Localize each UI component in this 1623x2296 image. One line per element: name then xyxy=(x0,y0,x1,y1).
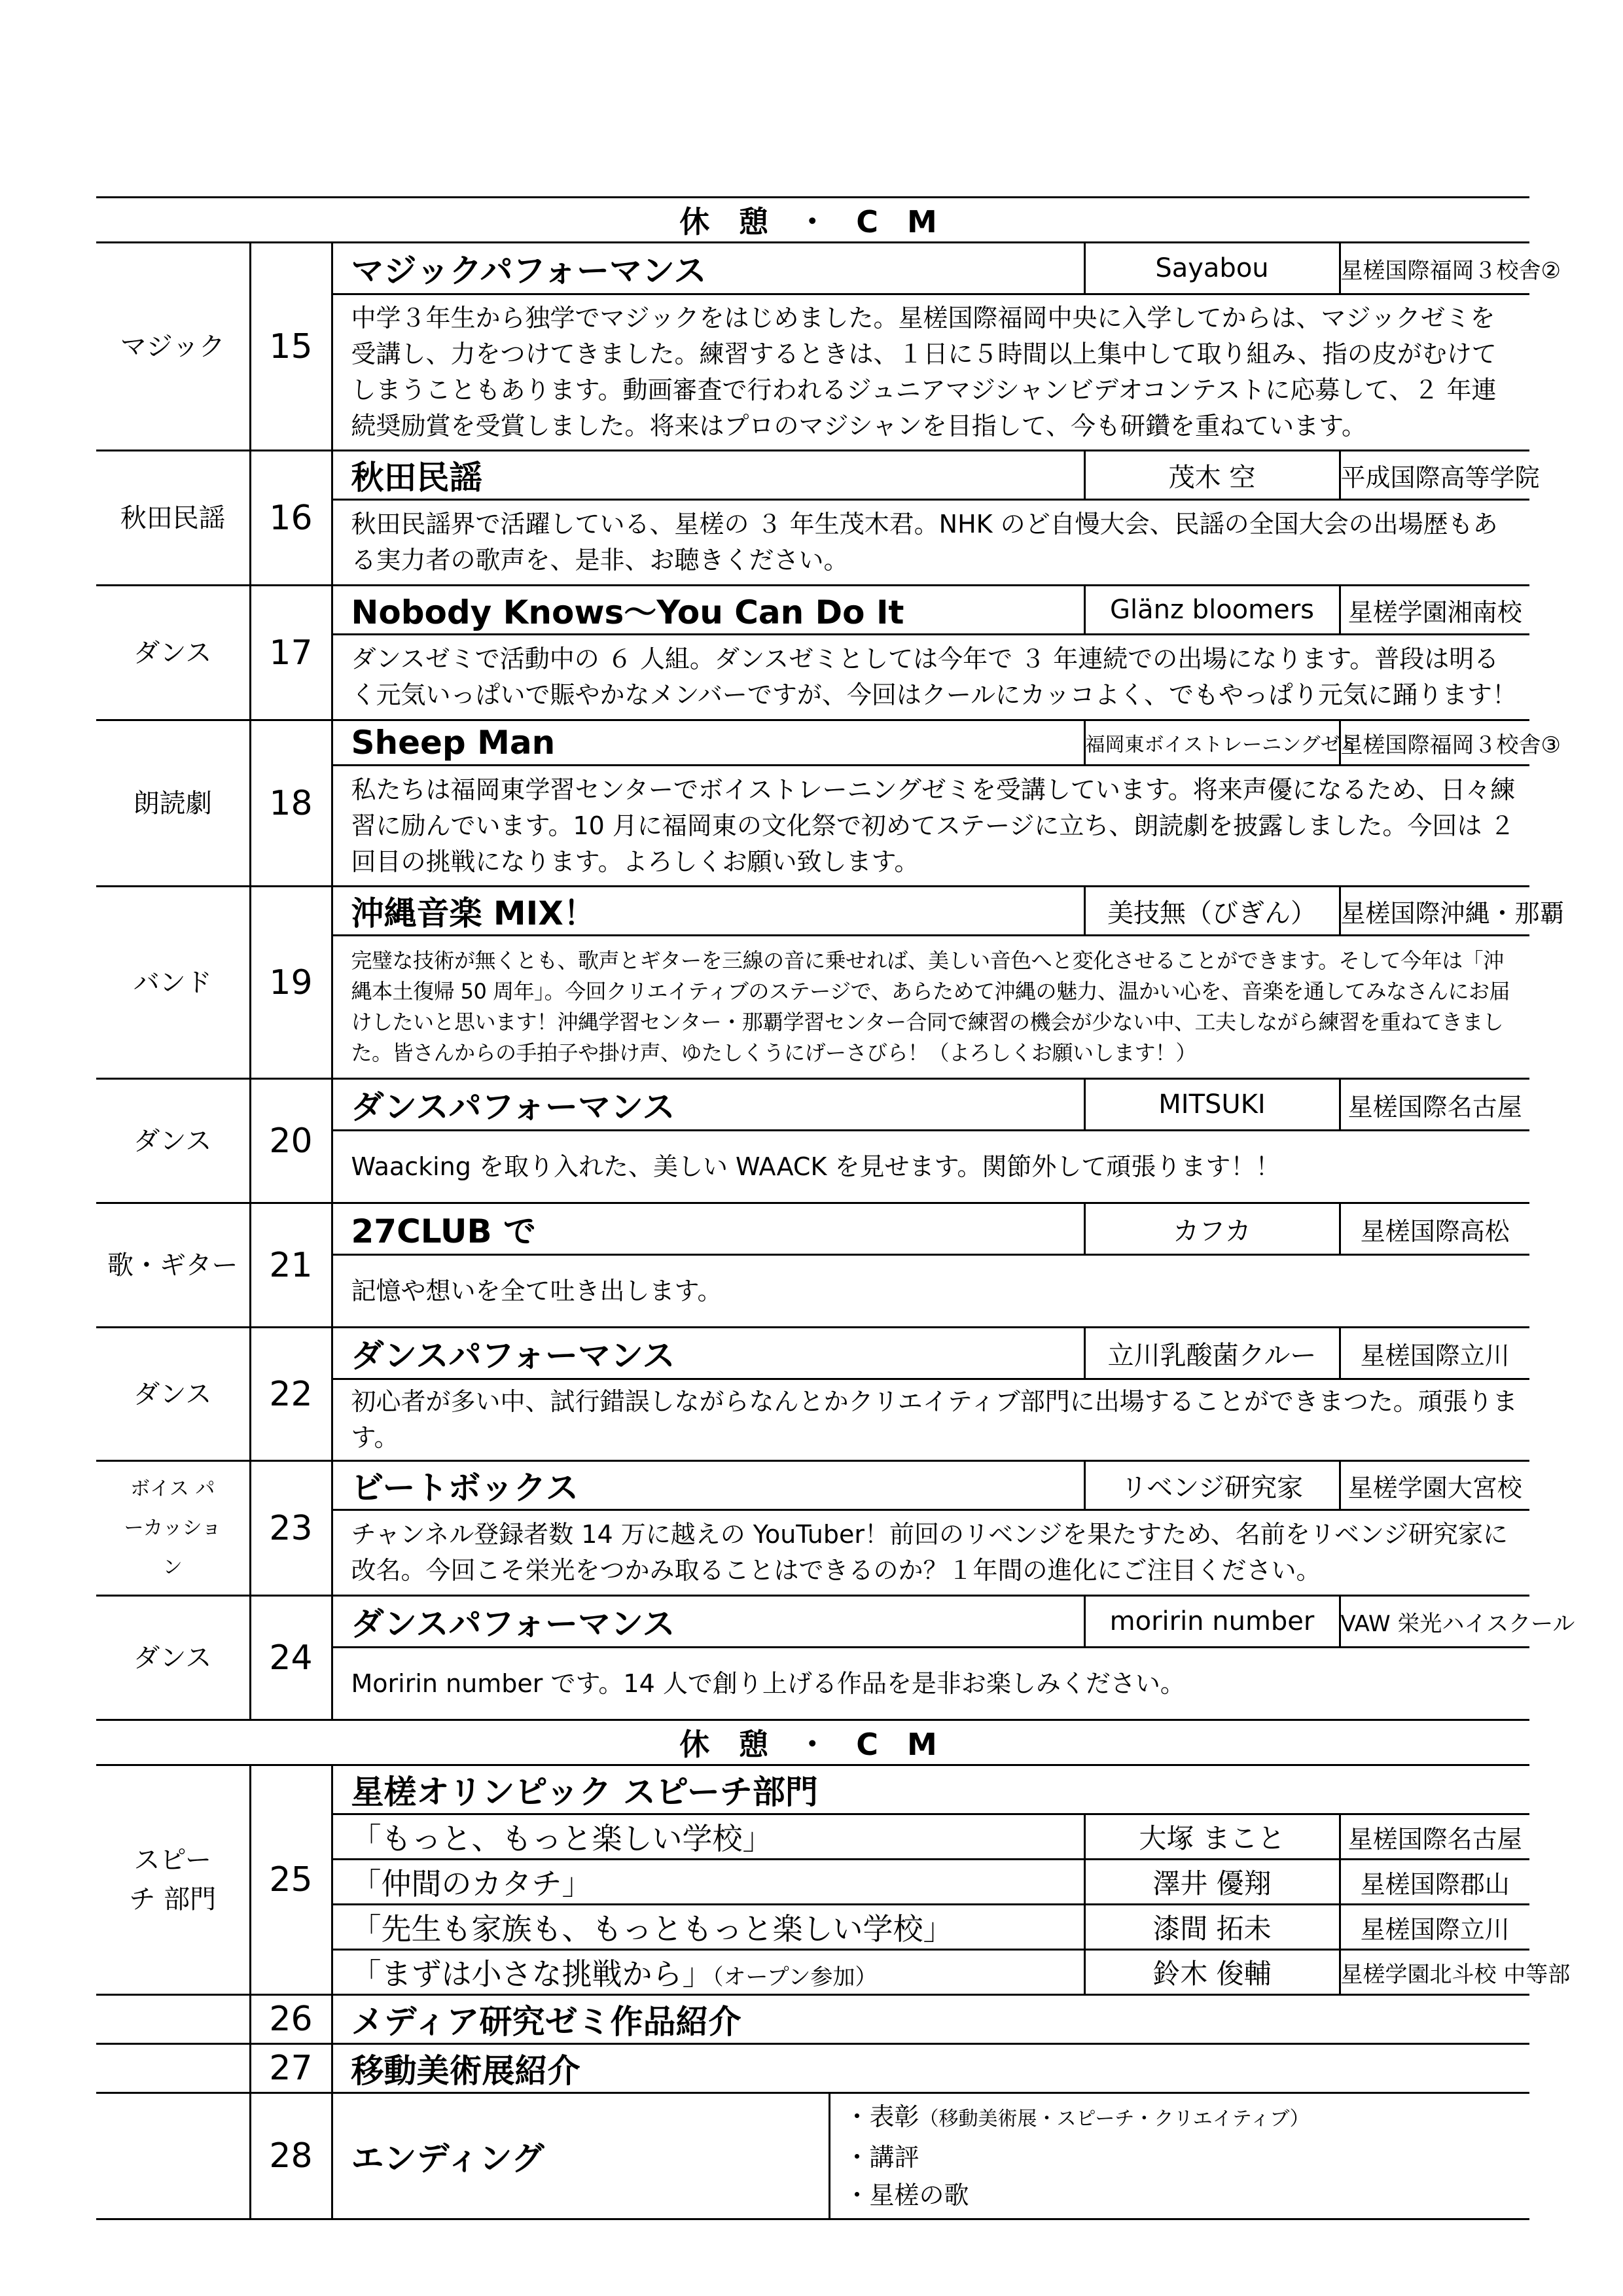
performer-name: リベンジ研究家 xyxy=(1084,1461,1340,1510)
performer-name: Glänz bloomers xyxy=(1084,586,1340,635)
category-label: ダンス xyxy=(96,586,250,720)
program-row-23 xyxy=(96,1461,1529,1510)
speaker-name: 大塚 まこと xyxy=(1084,1814,1340,1860)
program-row-17 xyxy=(96,586,1529,635)
speech-title xyxy=(332,1860,1084,1905)
speaker-name: 澤井 優翔 xyxy=(1084,1860,1340,1905)
category-label xyxy=(96,2044,250,2093)
program-row-16 xyxy=(96,451,1529,500)
act-title: Sheep Man xyxy=(332,720,1084,766)
performer-name: カフカ xyxy=(1084,1203,1340,1255)
intermission-label: 休 憩 ・ C M xyxy=(96,198,1529,243)
act-title: 秋田民謡 xyxy=(332,451,1084,500)
ending-items xyxy=(829,2093,1529,2219)
school-name: 星槎国際立川 xyxy=(1340,1905,1529,1950)
ending-item: ・講評 xyxy=(844,2143,919,2172)
act-title: マジックパフォーマンス xyxy=(332,243,1084,294)
category-label xyxy=(96,2093,250,2219)
speaker-name: 漆間 拓未 xyxy=(1084,1905,1340,1950)
act-description: 初心者が多い中、試行錯誤しながらなんとかクリエイティブ部門に出場することができまつた。頑張ります。 xyxy=(332,1379,1529,1461)
act-title: 沖縄音楽 MIX！ xyxy=(332,887,1084,936)
ending-item: ・星槎の歌 xyxy=(844,2181,969,2210)
program-number: 18 xyxy=(250,720,332,887)
intermission-label: 休 憩 ・ C M xyxy=(96,1720,1529,1765)
program-number: 16 xyxy=(250,451,332,586)
act-title: 27CLUB で xyxy=(332,1203,1084,1255)
act-title: ダンスパフォーマンス xyxy=(332,1596,1084,1648)
act-description: 記憶や想いを全て吐き出します。 xyxy=(332,1255,1529,1328)
speech-title xyxy=(332,1905,1084,1950)
category-label xyxy=(96,1995,250,2044)
program-number: 19 xyxy=(250,887,332,1079)
program-number: 17 xyxy=(250,586,332,720)
program-number: 22 xyxy=(250,1328,332,1461)
program-number: 24 xyxy=(250,1596,332,1720)
act-description: ダンスゼミで活動中の ６ 人組。ダンスゼミとしては今年で ３ 年連続での出場になります。普段は明るく元気いっぱいで賑やかなメンバーですが、今回はクールにカッコよく、でもやっぱり元気に踊ります！ xyxy=(332,635,1529,720)
performer-name: 福岡東ボイストレーニングゼミ xyxy=(1084,720,1340,766)
program-sheet xyxy=(96,196,1575,2220)
act-description: チャンネル登録者数 14 万に越えの YouTuber！前回のリベンジを果たすため、名前をリベンジ研究家に改名。今回こそ栄光をつかみ取ることはできるのか？１年間の進化にご注目ください。 xyxy=(332,1510,1529,1596)
school-name: VAW 栄光ハイスクール xyxy=(1340,1596,1529,1648)
school-name: 星槎学園北斗校 中等部 xyxy=(1340,1950,1529,1995)
speech-title xyxy=(332,1814,1084,1860)
program-row-18 xyxy=(96,720,1529,766)
speech-title-text: 「先生も家族も、もっともっと楽しい学校」 xyxy=(351,1911,954,1947)
program-number: 28 xyxy=(250,2093,332,2219)
performer-name: 茂木 空 xyxy=(1084,451,1340,500)
school-name: 星槎国際福岡３校舎② xyxy=(1340,243,1529,294)
performer-name: moririn number xyxy=(1084,1596,1340,1648)
speech-category-text: スピーチ 部門 xyxy=(129,1845,217,1915)
intermission-row xyxy=(96,198,1529,243)
school-name: 星槎国際福岡３校舎③ xyxy=(1340,720,1529,766)
school-name: 平成国際高等学院 xyxy=(1340,451,1529,500)
school-name: 星槎学園大宮校 xyxy=(1340,1461,1529,1510)
school-name: 星槎国際立川 xyxy=(1340,1328,1529,1379)
act-title: 移動美術展紹介 xyxy=(332,2044,1529,2093)
act-title: ダンスパフォーマンス xyxy=(332,1328,1084,1379)
performer-name: Sayabou xyxy=(1084,243,1340,294)
speech-title-text: 「まずは小さな挑戦から」 xyxy=(351,1956,713,1992)
program-number: 25 xyxy=(250,1765,332,1995)
act-title: メディア研究ゼミ作品紹介 xyxy=(332,1995,1529,2044)
speech-title-text: 「もっと、もっと楽しい学校」 xyxy=(351,1821,773,1856)
speaker-name: 鈴木 俊輔 xyxy=(1084,1950,1340,1995)
speech-title xyxy=(332,1950,1084,1995)
speech-header: 星槎オリンピック スピーチ部門 xyxy=(332,1765,1529,1814)
category-label: ダンス xyxy=(96,1596,250,1720)
program-row-22 xyxy=(96,1328,1529,1379)
category-label: 朗読劇 xyxy=(96,720,250,887)
act-description: 完璧な技術が無くとも、歌声とギターを三線の音に乗せれば、美しい音色へと変化させることができます。そして今年は「沖縄本土復帰 50 周年」。今回クリエイティブのステージで、あらためて沖縄の魅力、温かい心を、音楽を通してみなさんにお届けしたいと思います！沖縄学習センター・那覇学習センター合同で練習の機会が少ない中、工夫しながら練習を重ねてきました。皆さんからの手拍子や掛け声、ゆたしくうにげーさびら！（よろしくお願いします！） xyxy=(332,936,1529,1079)
intermission-row xyxy=(96,1720,1529,1765)
school-name: 星槎国際名古屋 xyxy=(1340,1814,1529,1860)
program-row-28 xyxy=(96,2093,1529,2219)
speech-title-text: 「仲間のカタチ」 xyxy=(351,1866,592,1901)
act-title: ダンスパフォーマンス xyxy=(332,1079,1084,1131)
act-description: 私たちは福岡東学習センターでボイストレーニングゼミを受講しています。将来声優になるため、日々練習に励んでいます。10 月に福岡東の文化祭で初めてステージに立ち、朗読劇を披露しました。今回は ２ 回目の挑戦になります。よろしくお願い致します。 xyxy=(332,766,1529,887)
school-name: 星槎国際名古屋 xyxy=(1340,1079,1529,1131)
program-row-15 xyxy=(96,243,1529,294)
act-description: 中学３年生から独学でマジックをはじめました。星槎国際福岡中央に入学してからは、マジックゼミを受講し、力をつけてきました。練習するときは、１日に５時間以上集中して取り組み、指の皮がむけてしまうこともあります。動画審査で行われるジュニアマジシャンビデオコンテストに応募して、２ 年連続奨励賞を受賞しました。将来はプロのマジシャンを目指して、今も研鑽を重ねています。 xyxy=(332,294,1529,451)
program-row-21 xyxy=(96,1203,1529,1255)
performer-name: 美技無（びぎん） xyxy=(1084,887,1340,936)
program-row-20 xyxy=(96,1079,1529,1131)
program-number: 26 xyxy=(250,1995,332,2044)
program-row-25 xyxy=(96,1765,1529,1814)
program-number: 21 xyxy=(250,1203,332,1328)
performer-name: 立川乳酸菌クルー xyxy=(1084,1328,1340,1379)
school-name: 星槎国際沖縄・那覇 xyxy=(1340,887,1529,936)
program-number: 20 xyxy=(250,1079,332,1203)
act-title: Nobody Knows～You Can Do It xyxy=(332,586,1084,635)
category-label: バンド xyxy=(96,887,250,1079)
ending-item-note: （移動美術展・スピーチ・クリエイティブ） xyxy=(919,2108,1310,2130)
program-table xyxy=(96,196,1575,2220)
category-label: ダンス xyxy=(96,1328,250,1461)
category-label: ボイス パーカッション xyxy=(96,1461,250,1596)
program-row-24 xyxy=(96,1596,1529,1648)
act-title: エンディング xyxy=(332,2093,829,2219)
program-number: 23 xyxy=(250,1461,332,1596)
category-label: マジック xyxy=(96,243,250,451)
act-description: Moririn number です。14 人で創り上げる作品を是非お楽しみください。 xyxy=(332,1648,1529,1720)
program-row-27 xyxy=(96,2044,1529,2093)
school-name: 星槎学園湘南校 xyxy=(1340,586,1529,635)
category-label: ダンス xyxy=(96,1079,250,1203)
program-number: 27 xyxy=(250,2044,332,2093)
program-number: 15 xyxy=(250,243,332,451)
performer-name: MITSUKI xyxy=(1084,1079,1340,1131)
program-row-19 xyxy=(96,887,1529,936)
school-name: 星槎国際郡山 xyxy=(1340,1860,1529,1905)
act-description: 秋田民謡界で活躍している、星槎の ３ 年生茂木君。NHK のど自慢大会、民謡の全国大会の出場歴もある実力者の歌声を、是非、お聴きください。 xyxy=(332,500,1529,586)
category-label xyxy=(96,1765,250,1995)
ending-item: ・表彰（移動美術展・スピーチ・クリエイティブ） xyxy=(844,2102,1310,2131)
speech-note: （オープン参加） xyxy=(712,1964,878,1990)
act-title: ビートボックス xyxy=(332,1461,1084,1510)
category-label: 歌・ギター xyxy=(96,1203,250,1328)
school-name: 星槎国際高松 xyxy=(1340,1203,1529,1255)
category-label: 秋田民謡 xyxy=(96,451,250,586)
program-row-26 xyxy=(96,1995,1529,2044)
act-description: Waacking を取り入れた、美しい WAACK を見せます。関節外して頑張ります！！ xyxy=(332,1131,1529,1203)
